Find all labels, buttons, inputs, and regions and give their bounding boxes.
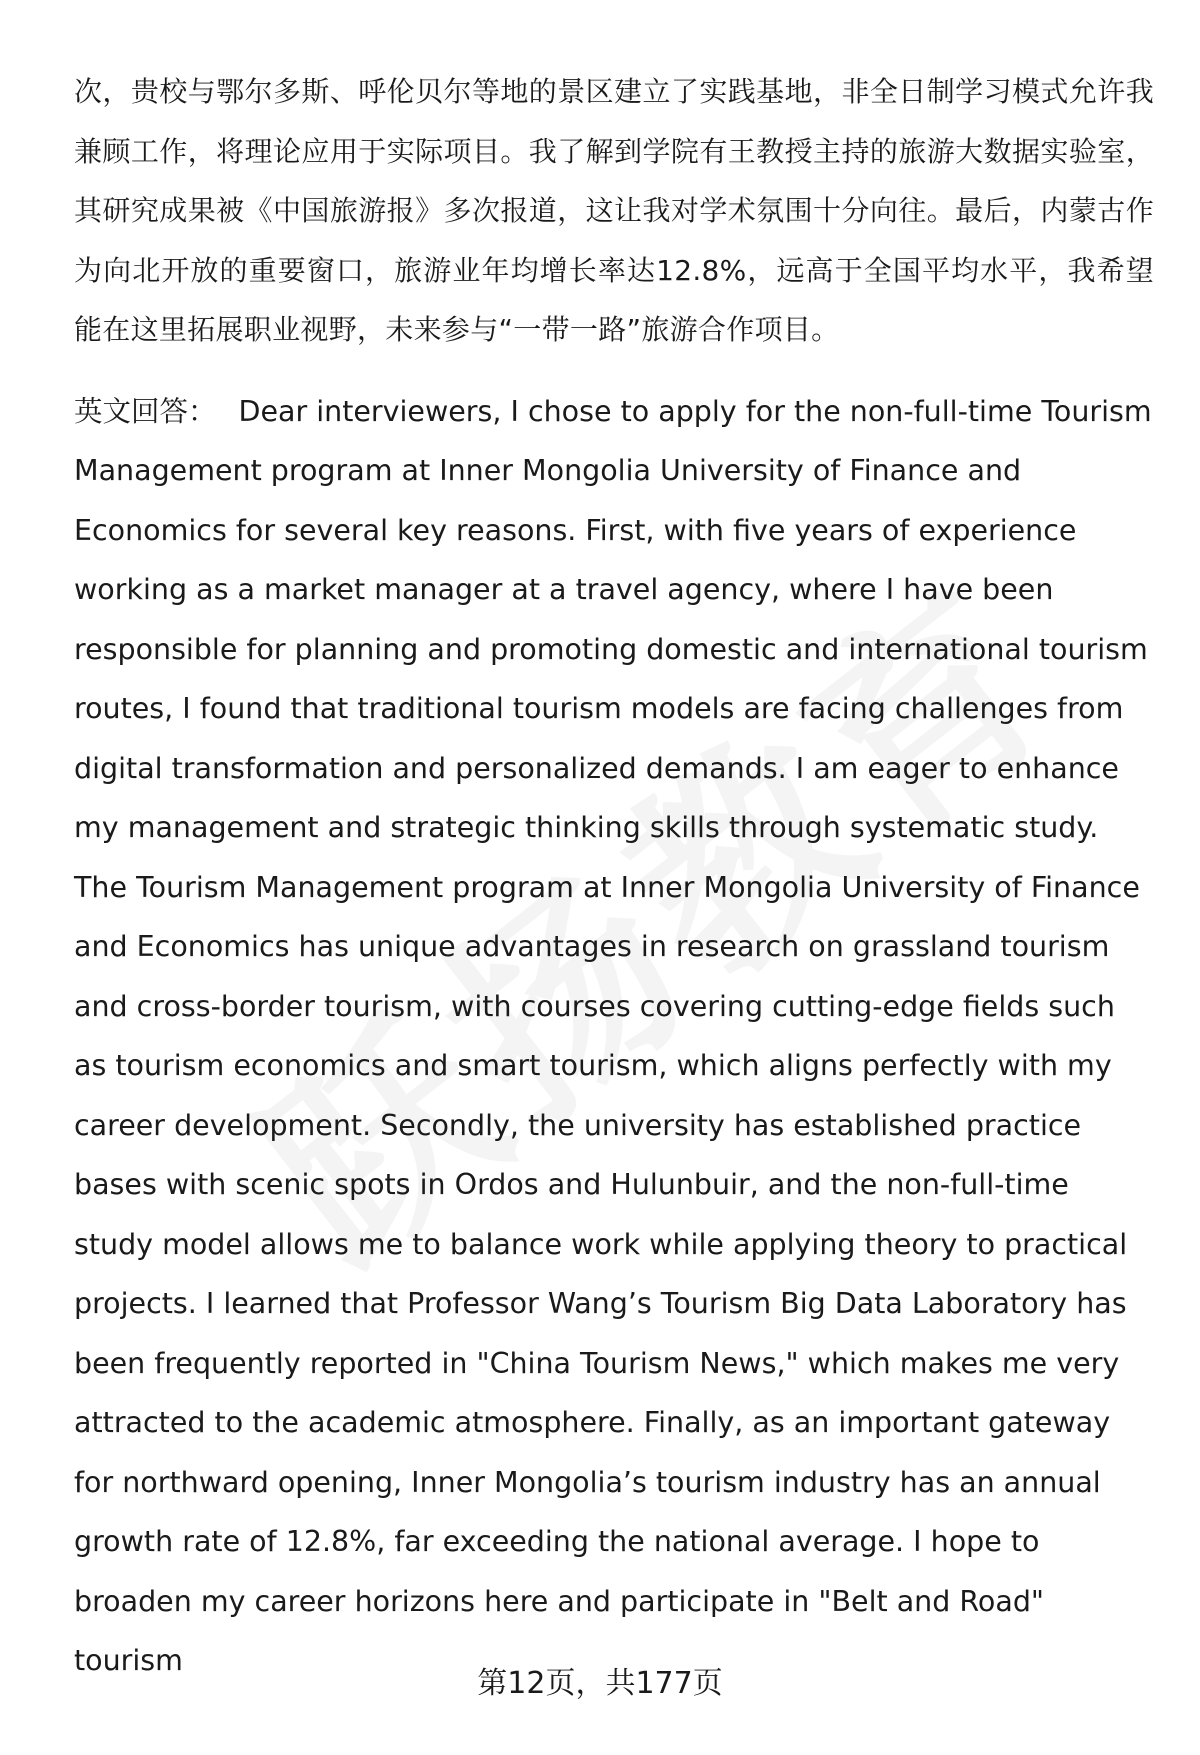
chinese-answer-paragraph: 次，贵校与鄂尔多斯、呼伦贝尔等地的景区建立了实践基地，非全日制学习模式允许我兼顾工作，将理论应用于实际项目。我了解到学院有王教授主持的旅游大数据实验室，其研究成果被《中国旅游报》多次报道，这让我对学术氛围十分向往。最后，内蒙古作为向北开放的重要窗口，旅游业年均增长率达12.8%，远高于全国平均水平，我希望能在这里拓展职业视野，未来参与“一带一路”旅游合作项目。 (74, 75, 1154, 346)
english-answer-text: Dear interviewers, I chose to apply for the non-full-time Tourism Management program at Inner Mongolia University of Finance and Economics for several key reasons. First, with five years of experience working as a market manager at a travel agency, where I have been responsible for planning and promoting domestic and international tourism routes, I found that traditional tourism models are facing challenges from digital transformation and personalized demands. I am eager to enhance my management and strategic thinking skills through systematic study. The Tourism Management program at Inner Mongolia University of Finance and Economics has unique advantages in research on grassland tourism and cross-border tourism, with courses covering cutting-edge fields such as tourism economics and smart tourism, which aligns perfectly with my career development. Secondly, the university has established practice bases with scenic spots in Ordos and Hulunbuir, and the non-full-time study model allows me to balance work while applying theory to practical projects. I learned that Professor Wang’s Tourism Big Data Laboratory has been frequently reported in "China Tourism News," which makes me very attracted to the academic atmosphere. Finally, as an important gateway for northward opening, Inner Mongolia’s tourism industry has an annual growth rate of 12.8%, far exceeding the national average. I hope to broaden my career horizons here and participate in "Belt and Road" tourism (74, 394, 1152, 1677)
page-number-footer: 第12页，共177页 (477, 1666, 723, 1701)
page-content (74, 62, 1154, 1691)
english-answer-label: 英文回答： (74, 394, 217, 428)
english-answer-paragraph (74, 382, 1154, 1691)
